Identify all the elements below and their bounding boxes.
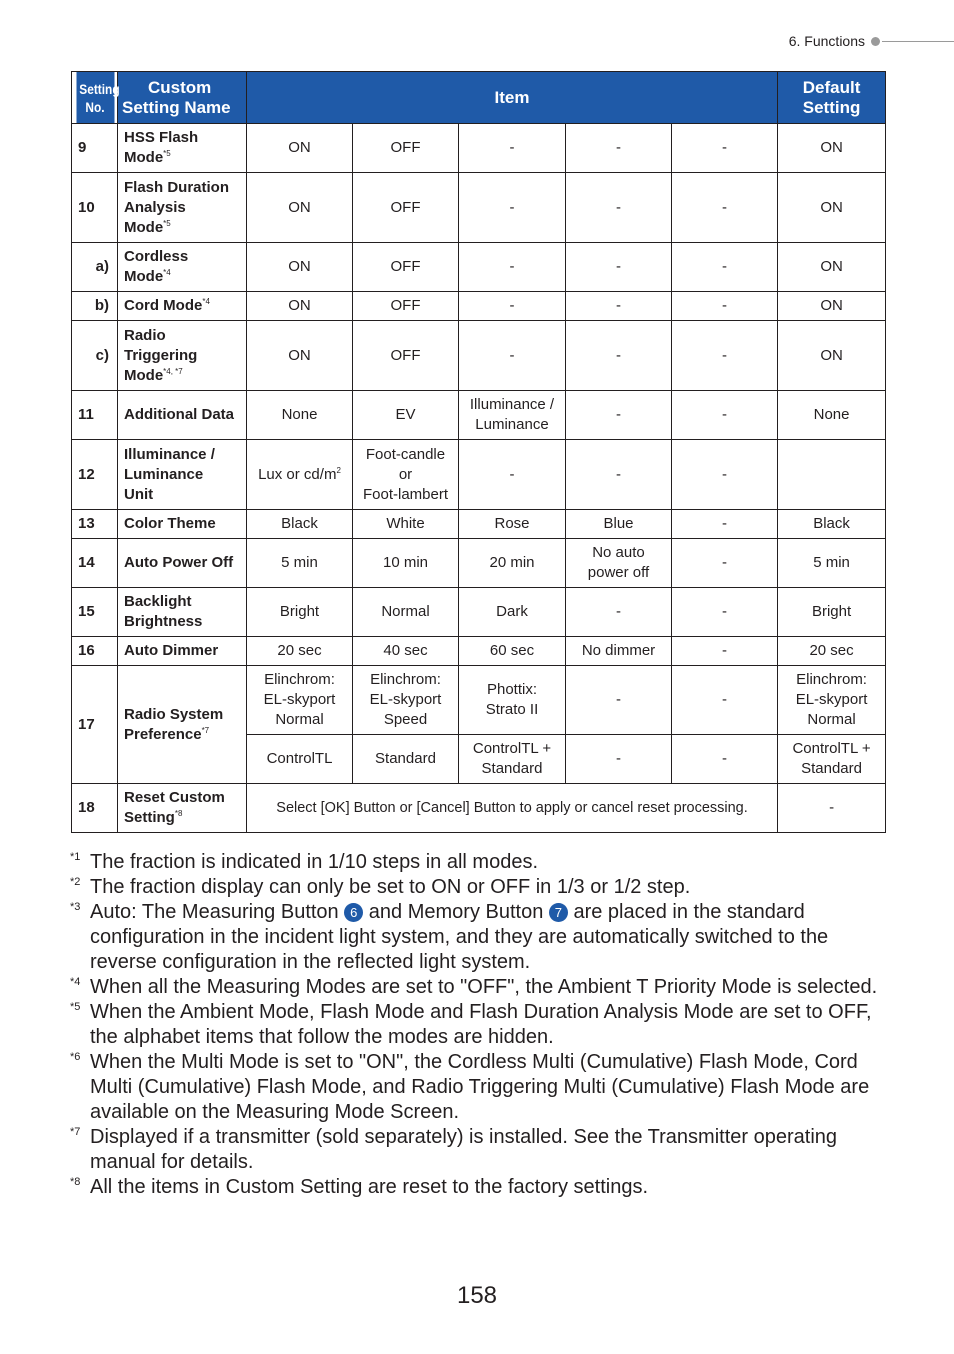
footnote-text: When the Multi Mode is set to "ON", the Cordless Multi (Cumulative) Flash Mode, Cord Multi (Cumulative) Flash Mode, and Radio Triggering Multi (Cumulative) Flash Mode are available on the Measuring Mode Screen. [90,1051,870,1123]
item-cell: White [353,510,459,539]
setting-name: Auto Dimmer [118,637,247,666]
table-row [72,391,886,440]
item-cell: OFF [353,292,459,321]
item-cell: ControlTL + Standard [459,735,566,784]
item-cell: None [247,391,353,440]
setting-no: 9 [72,124,118,173]
item-cell: 20 sec [247,637,353,666]
item-cell: - [566,292,672,321]
item-cell: 40 sec [353,637,459,666]
default-cell: None [778,391,886,440]
default-cell: ControlTL + Standard [778,735,886,784]
button-7-icon: 7 [549,903,568,922]
footnote-mark: *5 [70,1001,81,1013]
default-cell: ON [778,321,886,391]
item-cell: ON [247,292,353,321]
table-row [72,440,886,510]
default-cell: - [778,784,886,833]
item-cell: - [459,440,566,510]
item-cell: Lux or $cd/m^2$ [247,440,353,510]
setting-no: c) [72,321,118,391]
default-cell: ON [778,173,886,243]
setting-name: Flash Duration Analysis Mode$^{*5}$ [118,173,247,243]
item-cell: - [566,124,672,173]
item-cell: - [672,735,778,784]
custom-settings-table [71,71,886,833]
item-cell: - [566,391,672,440]
footnote-mark: *7 [70,1126,81,1138]
table-row [72,292,886,321]
item-cell: Elinchrom: EL-skyport Normal [247,666,353,735]
item-cell: - [459,292,566,321]
table-row [72,173,886,243]
header-rule [882,41,954,42]
default-cell: ON [778,124,886,173]
setting-name: HSS Flash Mode$^{*5}$ [118,124,247,173]
item-cell: OFF [353,321,459,391]
item-cell: - [566,243,672,292]
setting-no: 13 [72,510,118,539]
default-cell: 20 sec [778,637,886,666]
bullet-icon [871,37,880,46]
section-title: 6. Functions [788,33,865,49]
item-cell: ON [247,321,353,391]
item-cell: Standard [353,735,459,784]
item-cell: Normal [353,588,459,637]
setting-no: 12 [72,440,118,510]
setting-name: Illuminance / Luminance Unit [118,440,247,510]
item-cell: - [566,173,672,243]
setting-no: 11 [72,391,118,440]
item-cell: ON [247,124,353,173]
item-cell: OFF [353,173,459,243]
item-cell: - [672,124,778,173]
setting-no: 15 [72,588,118,637]
setting-name: Additional Data [118,391,247,440]
default-cell: Bright [778,588,886,637]
default-cell: ON [778,243,886,292]
item-cell: 5 min [247,539,353,588]
footnote-text: The fraction display can only be set to ON or OFF in 1/3 or 1/2 step. [90,876,691,898]
item-cell: - [672,321,778,391]
table-row [72,539,886,588]
item-cell: - [672,637,778,666]
table-row [72,588,886,637]
item-cell: - [459,173,566,243]
setting-name: Backlight Brightness [118,588,247,637]
default-cell: Black [778,510,886,539]
item-cell: Foot-candle or Foot-lambert [353,440,459,510]
item-cell: - [672,391,778,440]
item-cell: - [566,588,672,637]
table-row [72,784,886,833]
footnotes [70,850,890,1200]
footnote-mark: *6 [70,1051,81,1063]
default-cell: ON [778,292,886,321]
item-cell: - [566,440,672,510]
item-cell: No auto power off [566,539,672,588]
setting-name: Color Theme [118,510,247,539]
footnote-mark: *4 [70,976,81,988]
page-number: 158 [456,1282,498,1309]
item-cell: No dimmer [566,637,672,666]
setting-no: 17 [72,666,118,784]
header-item: Item [247,72,778,124]
item-cell: Elinchrom: EL-skyport Speed [353,666,459,735]
footnote [70,1050,890,1125]
setting-name: Radio Triggering Mode$^{*4, *7}$ [118,321,247,391]
setting-no: 18 [72,784,118,833]
item-cell: EV [353,391,459,440]
item-cell: - [566,321,672,391]
table-header-row [72,72,886,124]
item-cell: Blue [566,510,672,539]
item-cell: - [672,539,778,588]
item-cell: - [672,666,778,735]
table-row [72,321,886,391]
table-row [72,666,886,735]
item-cell: - [566,735,672,784]
item-cell: Phottix: Strato II [459,666,566,735]
footnote-mark: *2 [70,876,81,888]
item-cell: Illuminance / Luminance [459,391,566,440]
item-cell: - [566,666,672,735]
footnote [70,1000,890,1050]
default-cell: Elinchrom: EL-skyport Normal [778,666,886,735]
item-cell: - [672,510,778,539]
item-cell: - [672,292,778,321]
section-header [789,31,954,51]
default-cell [778,440,886,510]
table-row [72,637,886,666]
footnote [70,975,890,1000]
footnote [70,850,890,875]
default-cell: 5 min [778,539,886,588]
item-cell: ControlTL [247,735,353,784]
setting-name: Reset Custom Setting$^{*8}$ [118,784,247,833]
footnote [70,1175,890,1200]
setting-name: Radio System Preference$^{*7}$ [118,666,247,784]
item-cell: OFF [353,124,459,173]
table-row [72,510,886,539]
setting-name: Cordless Mode$^{*4}$ [118,243,247,292]
footnote-text: Displayed if a transmitter (sold separately) is installed. See the Transmitter operating manual for details. [90,1126,838,1173]
item-cell: - [672,243,778,292]
footnote-text: The fraction is indicated in 1/10 steps in all modes. [90,851,539,873]
table-row [72,124,886,173]
item-cell: - [459,243,566,292]
item-cell: 60 sec [459,637,566,666]
item-cell: - [672,588,778,637]
item-cell: - [672,440,778,510]
header-default-setting: Default Setting [778,72,886,124]
item-cell: ON [247,243,353,292]
item-cell: Select [OK] Button or [Cancel] Button to apply or cancel reset processing. [247,784,778,833]
footnote-text: All the items in Custom Setting are reset to the factory settings. [90,1176,649,1198]
footnote [70,875,890,900]
footnote [70,1125,890,1175]
footnote-text: When all the Measuring Modes are set to "OFF", the Ambient T Priority Mode is selected. [90,976,878,998]
item-cell: Bright [247,588,353,637]
setting-name: Cord Mode$^{*4}$ [118,292,247,321]
footnote-text: When the Ambient Mode, Flash Mode and Flash Duration Analysis Mode are set to OFF, the alphabet items that follow the modes are hidden. [90,1001,872,1048]
setting-no: b) [72,292,118,321]
button-6-icon: 6 [344,903,363,922]
item-cell: Dark [459,588,566,637]
item-cell: - [672,173,778,243]
item-cell: 20 min [459,539,566,588]
footnote-mark: *3 [70,901,81,913]
setting-no: 16 [72,637,118,666]
setting-name: Auto Power Off [118,539,247,588]
header-custom-setting-name: Custom Setting Name [118,72,247,124]
item-cell: Black [247,510,353,539]
table-row [72,243,886,292]
item-cell: ON [247,173,353,243]
item-cell: Rose [459,510,566,539]
footnote-text: Auto: The Measuring Button 6 and Memory Button 7 are placed in the standard configuration in the incident light system, and they are automatically switched to the reverse configuration in the reflected light system. [90,901,829,973]
setting-no: 10 [72,173,118,243]
footnote [70,900,890,975]
item-cell: 10 min [353,539,459,588]
setting-no: a) [72,243,118,292]
item-cell: OFF [353,243,459,292]
item-cell: - [459,321,566,391]
setting-no: 14 [72,539,118,588]
header-setting-no: Setting No. [75,72,114,124]
footnote-mark: *8 [70,1176,81,1188]
footnote-mark: *1 [70,851,81,863]
item-cell: - [459,124,566,173]
